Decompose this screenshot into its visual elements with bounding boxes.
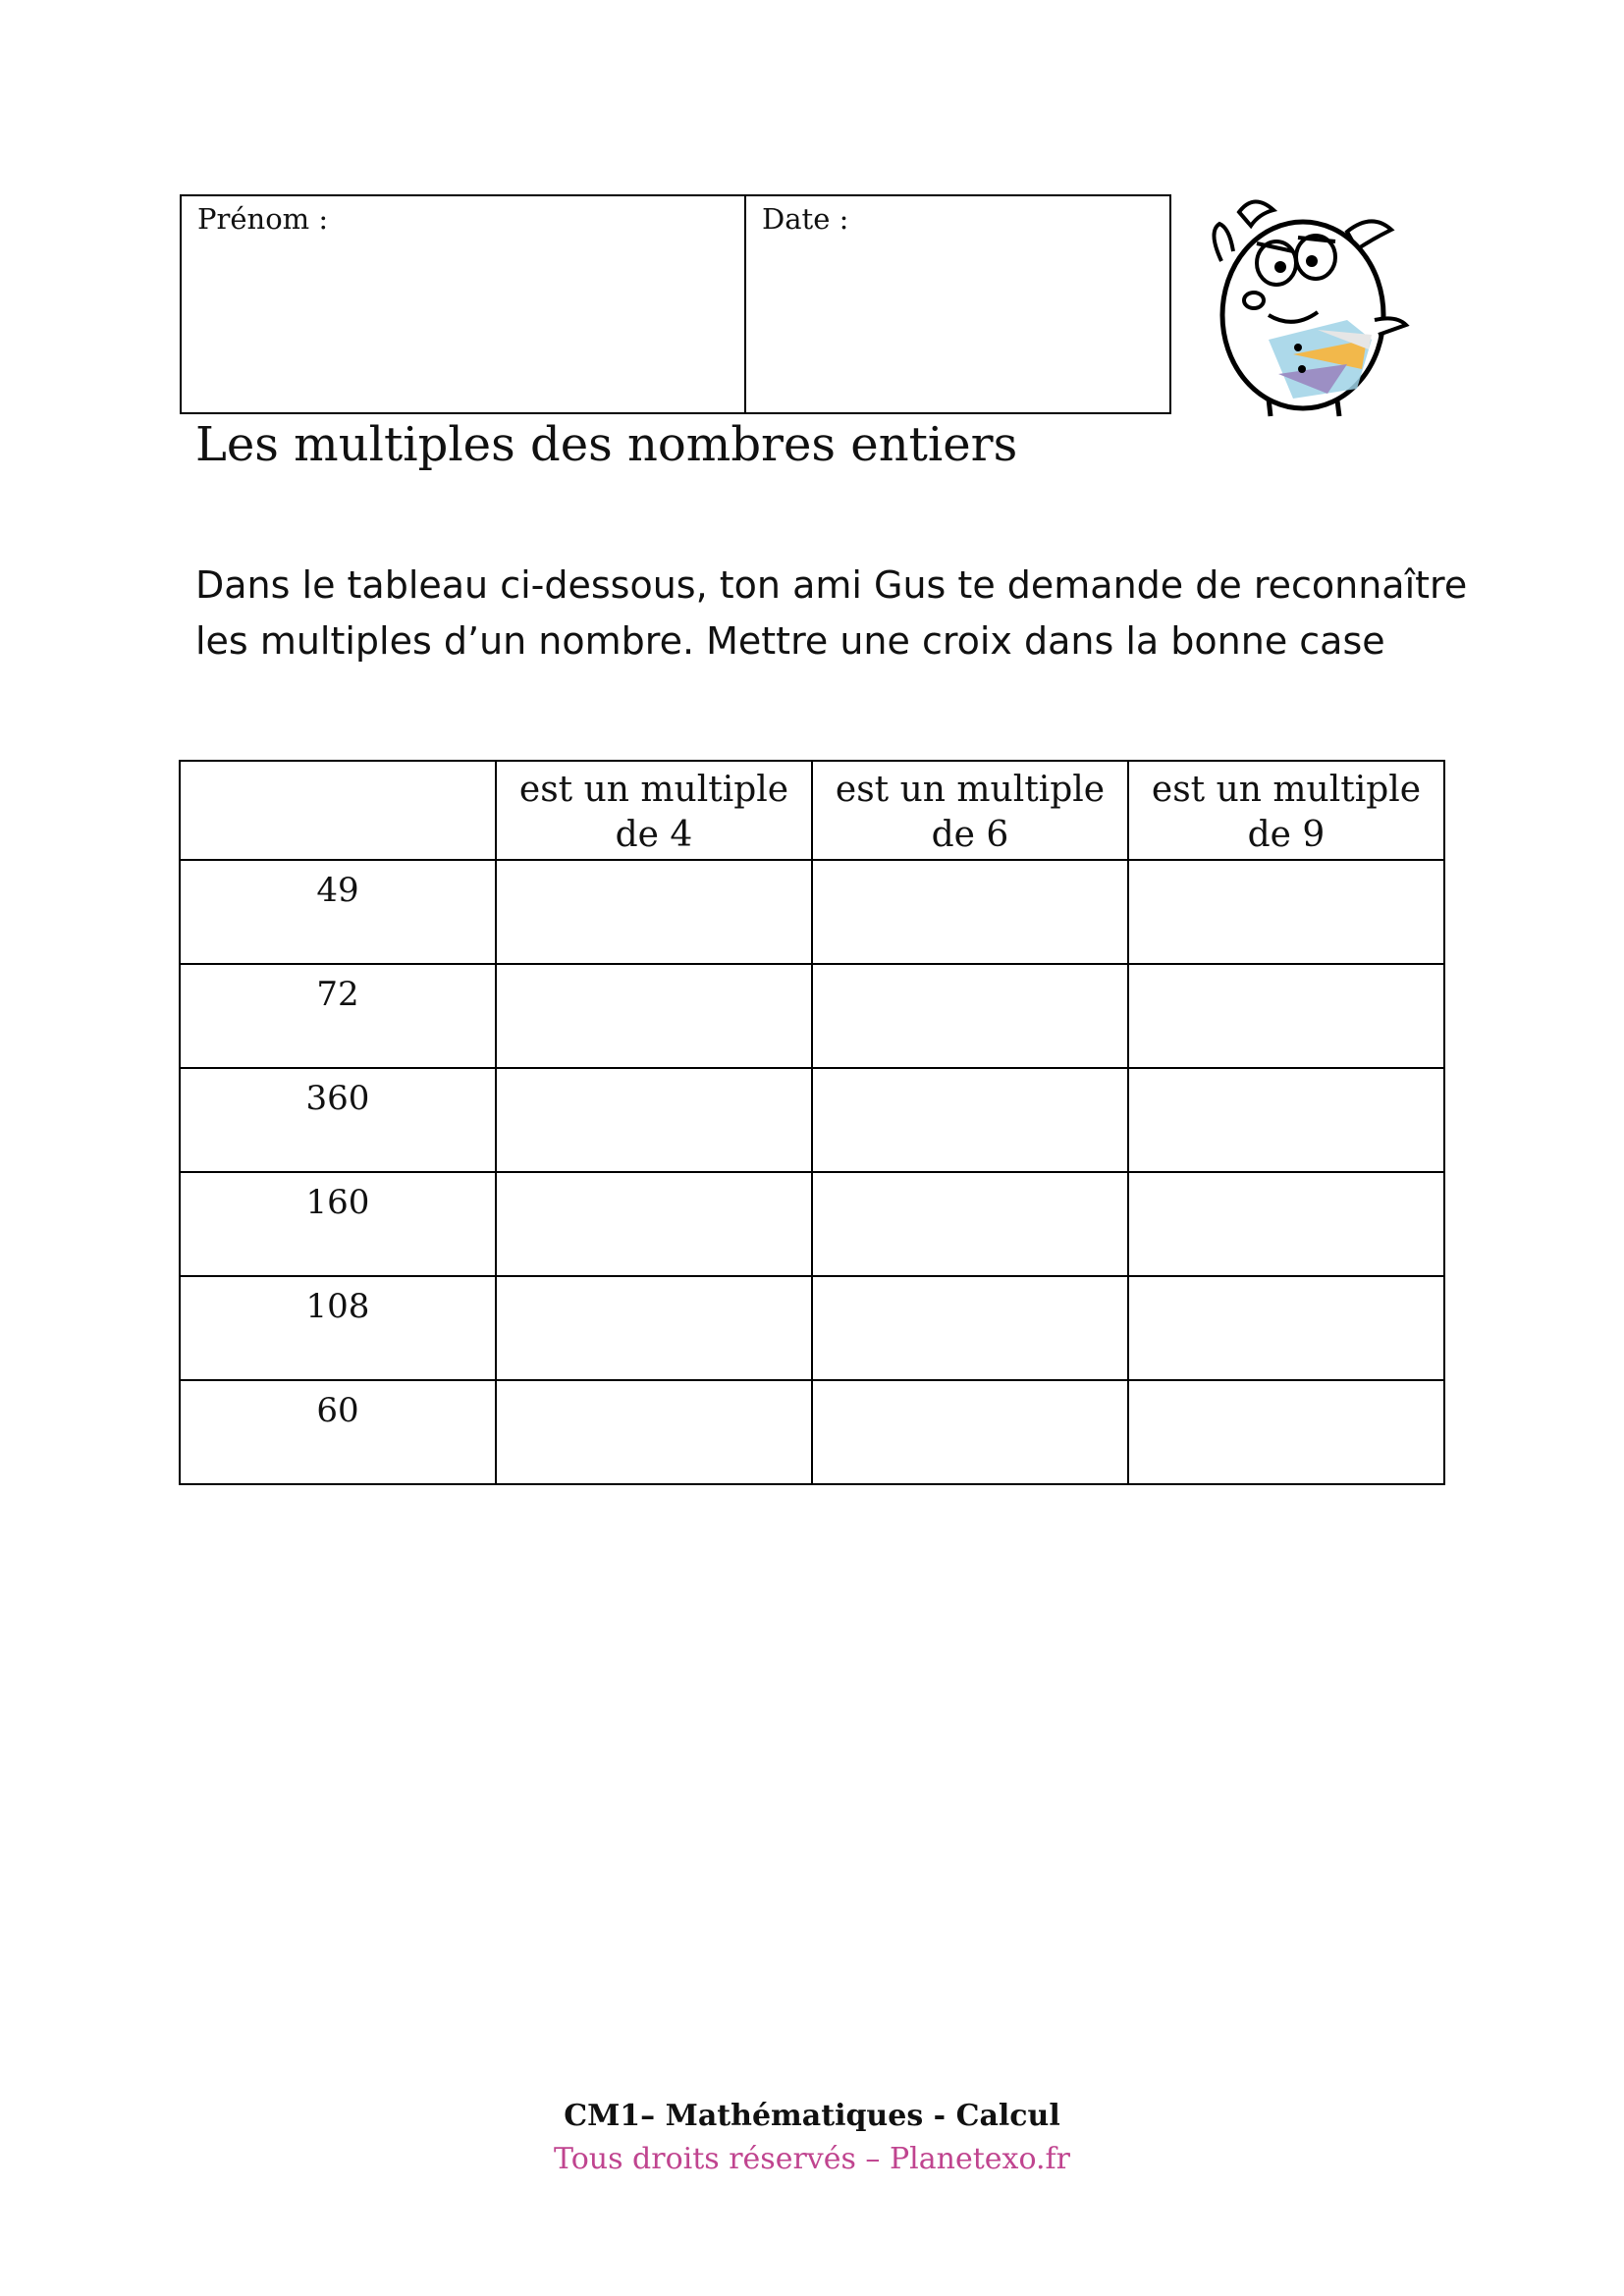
name-field[interactable] xyxy=(182,196,746,412)
page-title: Les multiples des nombres entiers xyxy=(195,417,1018,472)
date-field[interactable] xyxy=(746,196,1169,412)
row-number: 160 xyxy=(180,1172,496,1276)
row-number: 360 xyxy=(180,1068,496,1172)
footer-copyright: Tous droits réservés – Planetexo.fr xyxy=(554,2142,1070,2176)
date-label: Date : xyxy=(762,202,849,236)
row-number: 72 xyxy=(180,964,496,1068)
corner-cell xyxy=(180,761,496,860)
column-header-line: de 9 xyxy=(1247,815,1326,855)
answer-cell[interactable] xyxy=(1128,1172,1444,1276)
table-row xyxy=(180,1068,1444,1172)
column-header-line: est un multiple xyxy=(518,770,789,810)
instructions-line: Dans le tableau ci-dessous, ton ami Gus te demande de reconnaître xyxy=(195,563,1468,607)
row-number: 60 xyxy=(180,1380,496,1484)
instructions xyxy=(195,558,1472,669)
student-info-box xyxy=(180,194,1171,414)
name-label: Prénom : xyxy=(197,202,329,236)
answer-cell[interactable] xyxy=(1128,1380,1444,1484)
answer-cell[interactable] xyxy=(496,1172,812,1276)
answer-cell[interactable] xyxy=(496,1068,812,1172)
answer-cell[interactable] xyxy=(1128,1068,1444,1172)
column-header-line: est un multiple xyxy=(835,770,1106,810)
column-header-6 xyxy=(812,761,1128,860)
answer-cell[interactable] xyxy=(812,1380,1128,1484)
table-row xyxy=(180,1172,1444,1276)
answer-cell[interactable] xyxy=(1128,860,1444,964)
table-row xyxy=(180,860,1444,964)
table-row xyxy=(180,1380,1444,1484)
instructions-line: les multiples d’un nombre. Mettre une croix dans la bonne case xyxy=(195,619,1385,663)
answer-cell[interactable] xyxy=(1128,964,1444,1068)
multiples-table xyxy=(179,760,1445,1485)
table-row xyxy=(180,964,1444,1068)
answer-cell[interactable] xyxy=(812,964,1128,1068)
row-number: 49 xyxy=(180,860,496,964)
answer-cell[interactable] xyxy=(812,1068,1128,1172)
answer-cell[interactable] xyxy=(812,1276,1128,1380)
column-header-line: est un multiple xyxy=(1151,770,1422,810)
answer-cell[interactable] xyxy=(812,1172,1128,1276)
answer-cell[interactable] xyxy=(812,860,1128,964)
sheep-mascot-icon xyxy=(1200,192,1416,418)
column-header-line: de 6 xyxy=(931,815,1009,855)
table-row xyxy=(180,1276,1444,1380)
answer-cell[interactable] xyxy=(496,860,812,964)
answer-cell[interactable] xyxy=(496,1276,812,1380)
answer-cell[interactable] xyxy=(496,1380,812,1484)
column-header-4 xyxy=(496,761,812,860)
table-header-row xyxy=(180,761,1444,860)
row-number: 108 xyxy=(180,1276,496,1380)
column-header-9 xyxy=(1128,761,1444,860)
column-header-line: de 4 xyxy=(615,815,693,855)
answer-cell[interactable] xyxy=(496,964,812,1068)
answer-cell[interactable] xyxy=(1128,1276,1444,1380)
footer-course: CM1– Mathématiques - Calcul xyxy=(564,2099,1060,2133)
